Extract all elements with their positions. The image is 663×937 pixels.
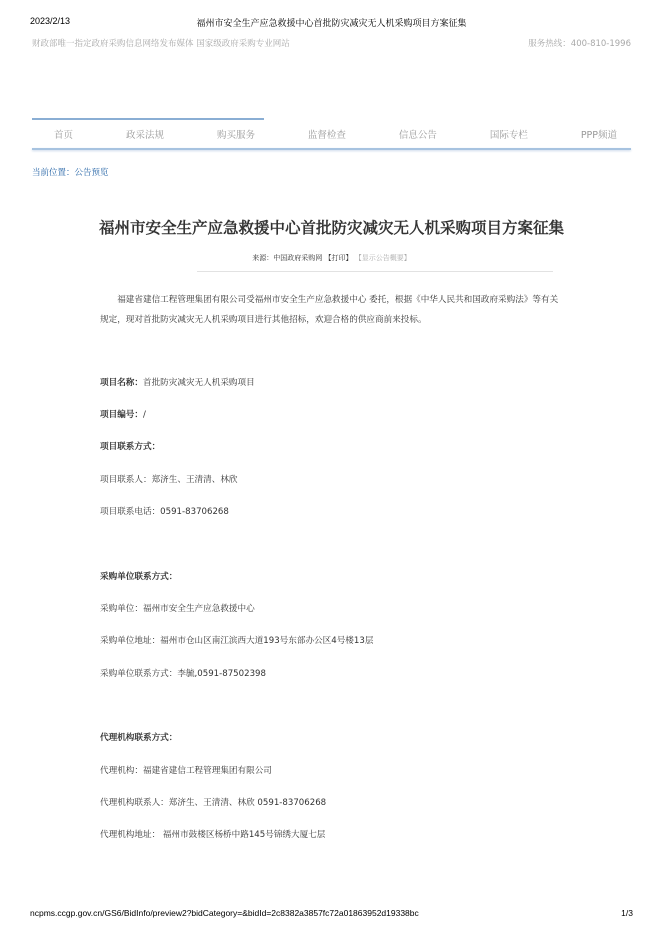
project-contact-phone: 项目联系电话：0591-83706268 — [100, 507, 229, 517]
site-topbar — [32, 37, 631, 49]
service-hotline: 服务热线：400-810-1996 — [528, 39, 631, 49]
agency-address: 代理机构地址： 福州市鼓楼区杨桥中路145号锦绣大厦七层 — [100, 830, 326, 840]
site-slogan: 财政部唯一指定政府采购信息网络发布媒体 国家级政府采购专业网站 — [32, 39, 290, 49]
nav-item-home[interactable]: 首页 — [54, 130, 74, 141]
project-name-row — [100, 376, 255, 388]
purchaser-contact: 采购单位联系方式：李毓,0591-87502398 — [100, 669, 266, 679]
agency-name: 代理机构：福建省建信工程管理集团有限公司 — [100, 766, 272, 776]
article-source: 来源：中国政府采购网 — [252, 254, 323, 262]
page-url: ncpms.ccgp.gov.cn/GS6/BidInfo/preview2?bidCategory=&bidId=2c8382a3857fc72a01863952d19338bc — [30, 908, 419, 918]
article-title: 福州市安全生产应急救援中心首批防灾减灾无人机采购项目方案征集 — [98, 219, 564, 237]
nav-item-supervision[interactable]: 监督检查 — [307, 130, 346, 141]
nav-item-international[interactable]: 国际专栏 — [489, 130, 528, 141]
print-doc-title: 福州市安全生产应急救援中心首批防灾减灾无人机采购项目方案征集 — [196, 19, 467, 29]
purchaser-unit: 采购单位：福州市安全生产应急救援中心 — [100, 604, 255, 614]
agency-contact: 代理机构联系人：郑济生、王清清、林欣 0591-83706268 — [100, 798, 327, 808]
main-nav — [32, 120, 631, 148]
nav-item-announcements[interactable]: 信息公告 — [398, 130, 437, 141]
project-contact-person: 项目联系人：郑济生、王清清、林欣 — [100, 475, 238, 485]
nav-item-ppp[interactable]: PPP频道 — [580, 130, 617, 141]
print-link[interactable]: 【打印】 — [324, 254, 353, 262]
project-name-value: 首批防灾减灾无人机采购项目 — [142, 378, 255, 388]
article-intro: 福建省建信工程管理集团有限公司受福州市安全生产应急救援中心 委托，根据《中华人民共和国政府采购法》等有关规定，现对首批防灾减灾无人机采购项目进行其他招标，欢迎合格的供应商前来投标。 — [100, 295, 559, 325]
show-summary-link[interactable]: 【显示公告概要】 — [354, 254, 411, 262]
print-header — [30, 16, 633, 28]
project-name-label: 项目名称： — [100, 378, 143, 388]
project-code-label: 项目编号： — [100, 410, 143, 420]
print-date: 2023/2/13 — [30, 16, 71, 26]
meta-divider — [197, 271, 553, 272]
page-number: 1/3 — [621, 908, 633, 918]
breadcrumb: 当前位置：公告预览 — [32, 168, 109, 178]
nav-item-purchase-services[interactable]: 购买服务 — [216, 130, 255, 141]
article-meta — [0, 253, 663, 263]
nav-item-regulations[interactable]: 政采法规 — [125, 130, 164, 141]
project-code-row — [100, 408, 146, 420]
purchaser-heading: 采购单位联系方式： — [100, 572, 178, 582]
purchaser-address: 采购单位地址：福州市仓山区南江滨西大道193号东部办公区4号楼13层 — [100, 636, 374, 646]
print-footer — [30, 908, 633, 920]
agency-heading: 代理机构联系方式： — [100, 733, 178, 743]
nav-bottom-line — [32, 148, 631, 150]
project-contact-heading: 项目联系方式： — [100, 442, 161, 452]
project-code-value: / — [142, 410, 146, 420]
